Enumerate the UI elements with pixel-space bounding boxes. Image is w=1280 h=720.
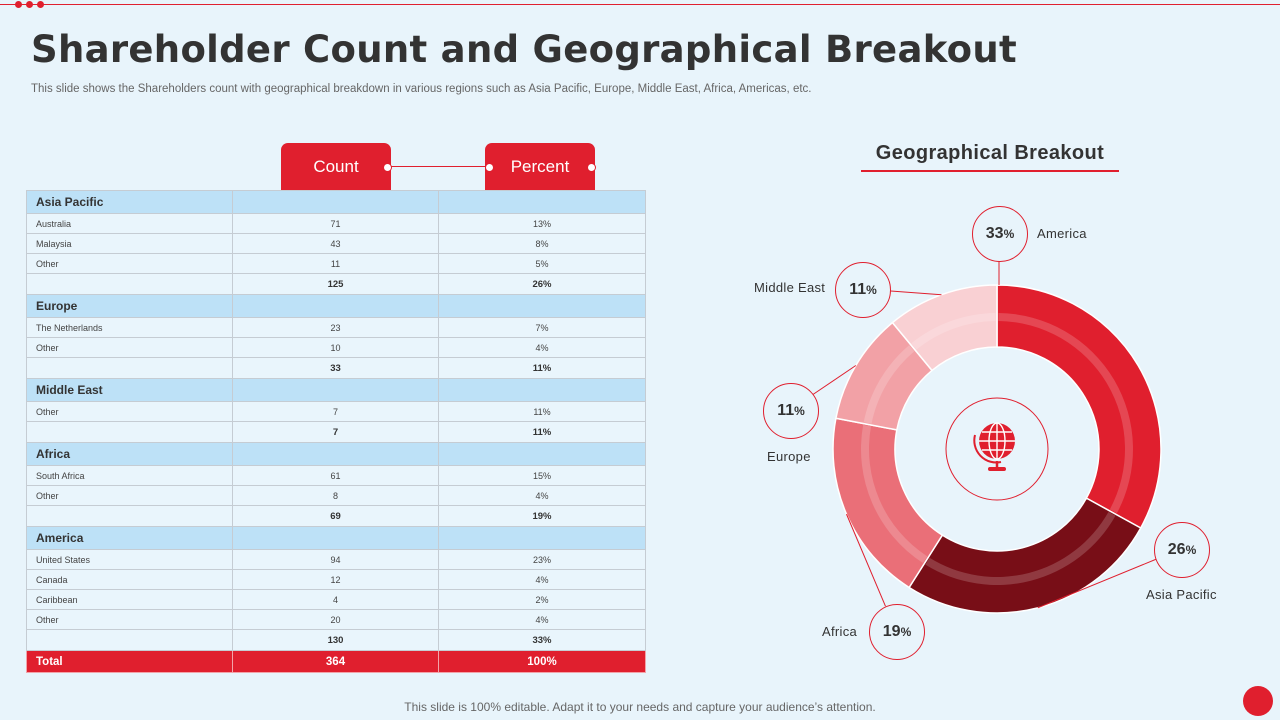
subtotal-count: 33 (233, 358, 439, 379)
count-value: 11 (233, 254, 439, 274)
country-label: Australia (27, 214, 233, 234)
count-value: 23 (233, 318, 439, 338)
country-label: South Africa (27, 466, 233, 486)
slice-unit: % (866, 283, 877, 297)
country-label: Other (27, 402, 233, 422)
country-label: Malaysia (27, 234, 233, 254)
value-bubble-europe (763, 383, 819, 439)
percent-value: 7% (439, 318, 646, 338)
count-value: 8 (233, 486, 439, 506)
slice-unit: % (1003, 227, 1015, 241)
country-label: Other (27, 254, 233, 274)
total-percent: 100% (439, 651, 646, 673)
slice-value: 11 (777, 402, 795, 419)
count-value: 94 (233, 550, 439, 570)
slice-asia-pacific (909, 498, 1141, 613)
subtotal-percent: 11% (439, 358, 646, 379)
country-label: Other (27, 486, 233, 506)
slice-value: 26 (1167, 541, 1186, 558)
slice-label-middle-east: Middle East (754, 280, 826, 295)
country-label: Caribbean (27, 590, 233, 610)
country-label: Other (27, 338, 233, 358)
subtotal-percent: 19% (439, 506, 646, 527)
slice-value: 33 (985, 225, 1004, 242)
page-title: Shareholder Count and Geographical Breakout (31, 28, 1017, 71)
count-value: 7 (233, 402, 439, 422)
value-bubble-middle-east (835, 262, 891, 318)
slice-unit: % (794, 404, 805, 418)
region-name: Middle East (27, 379, 233, 402)
slice-label-africa: Africa (822, 624, 858, 639)
count-value: 20 (233, 610, 439, 630)
percent-value: 15% (439, 466, 646, 486)
value-bubble-america (972, 206, 1028, 262)
subtotal-percent: 26% (439, 274, 646, 295)
percent-value: 23% (439, 550, 646, 570)
total-label: Total (27, 651, 233, 673)
slice-label-america: America (1037, 226, 1087, 241)
count-value: 43 (233, 234, 439, 254)
percent-value: 4% (439, 610, 646, 630)
percent-column-header: Percent (485, 143, 595, 190)
slice-label-asia-pacific: Asia Pacific (1146, 587, 1217, 602)
region-name: Asia Pacific (27, 191, 233, 214)
percent-value: 4% (439, 486, 646, 506)
percent-value: 11% (439, 402, 646, 422)
count-value: 61 (233, 466, 439, 486)
slice-value: 11 (849, 281, 867, 298)
chart-title: Geographical Breakout (875, 142, 1105, 164)
country-label: The Netherlands (27, 318, 233, 338)
value-bubble-asia-pacific (1154, 522, 1210, 578)
country-label: United States (27, 550, 233, 570)
subtotal-count: 7 (233, 422, 439, 443)
count-value: 4 (233, 590, 439, 610)
slice-value: 19 (882, 623, 901, 640)
percent-value: 2% (439, 590, 646, 610)
total-count: 364 (233, 651, 439, 673)
value-bubble-africa (869, 604, 925, 660)
footer-note: This slide is 100% editable. Adapt it to your needs and capture your audience’s attention. (404, 700, 876, 714)
slice-unit: % (900, 625, 912, 639)
subtotal-count: 69 (233, 506, 439, 527)
country-label: Other (27, 610, 233, 630)
count-column-header: Count (281, 143, 391, 190)
count-value: 71 (233, 214, 439, 234)
percent-value: 13% (439, 214, 646, 234)
percent-value: 4% (439, 338, 646, 358)
region-name: America (27, 527, 233, 550)
connector-line (889, 291, 942, 295)
subtotal-percent: 33% (439, 630, 646, 651)
slice-label-europe: Europe (767, 449, 811, 464)
slice-unit: % (1185, 543, 1197, 557)
corner-dot (1243, 686, 1273, 716)
percent-value: 4% (439, 570, 646, 590)
slice-africa (833, 418, 942, 587)
count-value: 12 (233, 570, 439, 590)
count-value: 10 (233, 338, 439, 358)
region-name: Europe (27, 295, 233, 318)
percent-value: 5% (439, 254, 646, 274)
subtotal-count: 130 (233, 630, 439, 651)
subtotal-count: 125 (233, 274, 439, 295)
country-label: Canada (27, 570, 233, 590)
globe-icon (974, 423, 1015, 471)
region-name: Africa (27, 443, 233, 466)
subtotal-percent: 11% (439, 422, 646, 443)
percent-value: 8% (439, 234, 646, 254)
page-subtitle: This slide shows the Shareholders count with geographical breakdown in various regions such as Asia Pacific, Europe, Middle East, Africa, Americas, etc. (31, 83, 812, 95)
